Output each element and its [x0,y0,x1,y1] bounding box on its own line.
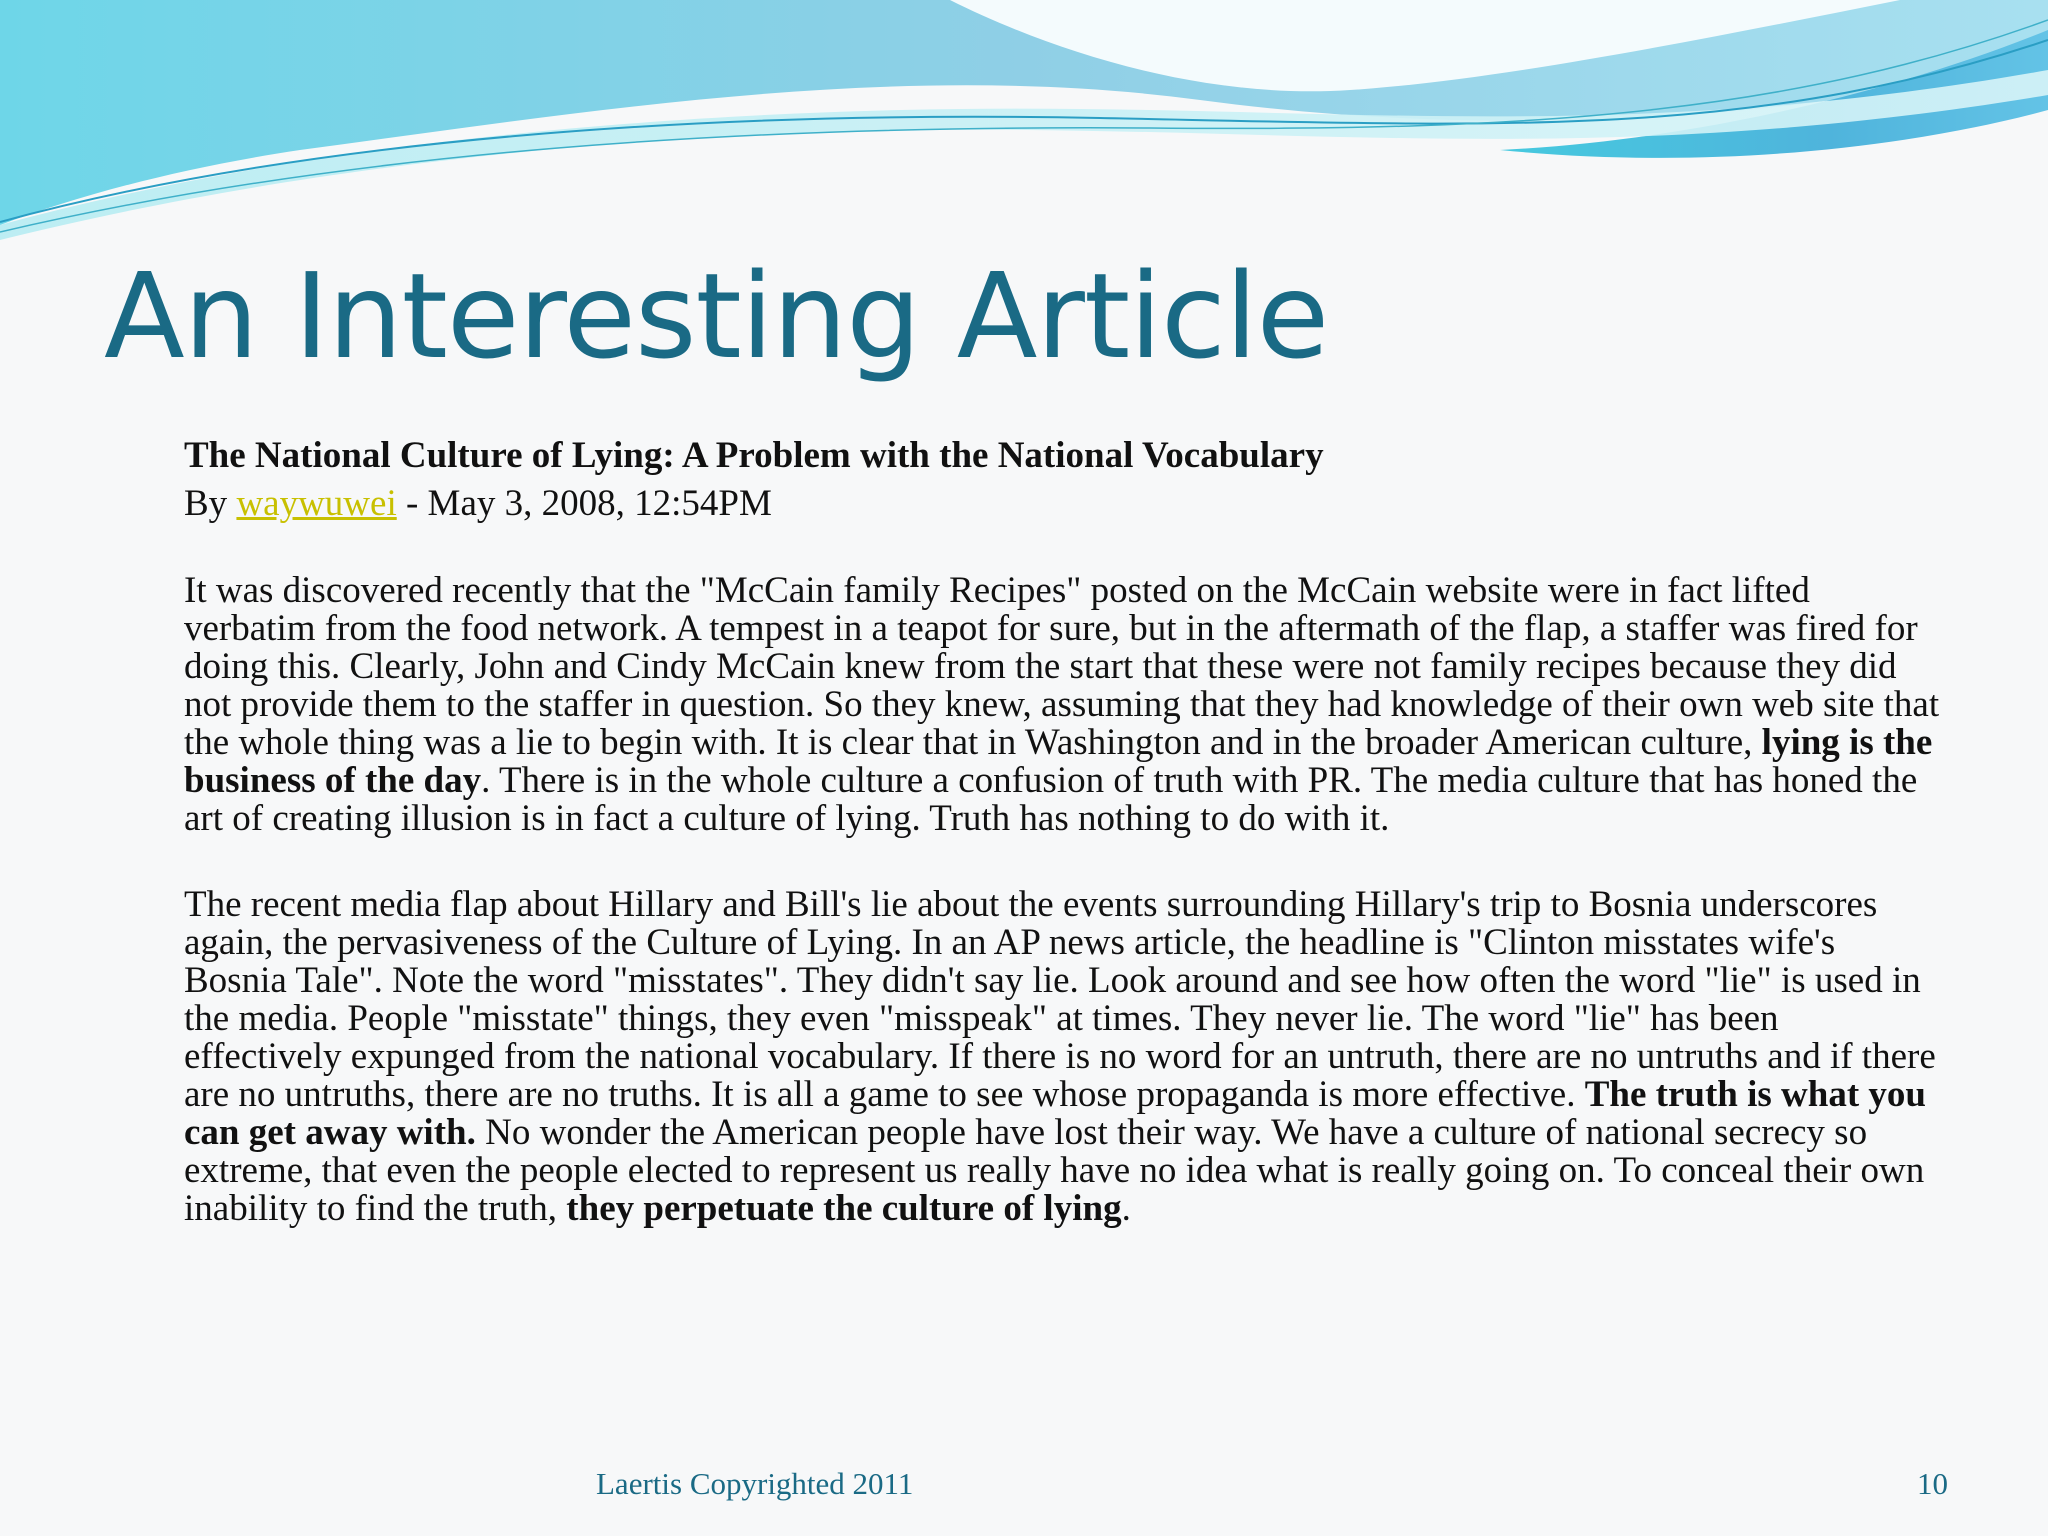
paragraph-2-text-a: The recent media flap about Hillary and Bill's lie about the events surrounding Hillary's trip to Bosnia underscores again, the pervasiveness of the Culture of Lying. In an AP news article, the headline is "Clinton misstates wife's Bosnia Tale". Note the word "misstates". They didn't say lie. Look around and see how often the word "lie" is used in the media. People "misstate" things, they even "misspeak" at times. They never lie. The word "lie" has been effectively expunged from the national vocabulary. If there is no word for an untruth, there are no untruths and if there are no untruths, there are no truths. It is all a game to see whose propaganda is more effective. [184,884,1936,1115]
article-byline [184,480,1944,528]
article-paragraph-1 [184,572,1944,838]
article-body [184,432,1944,1276]
article-headline: The National Culture of Lying: A Problem with the National Vocabulary [184,435,1324,476]
slide-title: An Interesting Article [104,247,1329,385]
decorative-wave-header [0,0,2048,260]
paragraph-2-text-c: No wonder the American people have lost their way. We have a culture of national secrecy so extreme, that even the people elected to represent us really have no idea what is really going on. To conceal their own inability to find the truth, [184,1112,1925,1229]
article-date: - May 3, 2008, 12:54PM [396,483,772,524]
paragraph-2-emphasis-2: they perpetuate the culture of lying [566,1188,1122,1229]
paragraph-2-emphasis-1: The truth is what you can get away with. [184,1074,1927,1153]
paragraph-1-emphasis: lying is the business of the day [184,722,1933,801]
byline-label: By [184,483,228,524]
slide-footer: Laertis Copyrighted 2011 [596,1466,914,1501]
paragraph-2-text-e: . [1121,1188,1131,1229]
paragraph-1-text-a: It was discovered recently that the "McCain family Recipes" posted on the McCain website were in fact lifted verbatim from the food network. A tempest in a teapot for sure, but in the aftermath of the flap, a staffer was fired for doing this. Clearly, John and Cindy McCain knew from the start that these were not family recipes because they did not provide them to the staffer in question. So they knew, assuming that they had knowledge of their own web site that the whole thing was a lie to begin with. It is clear that in Washington and in the broader American culture, [184,570,1940,763]
slide-page-number: 10 [1917,1466,1948,1501]
article-paragraph-2 [184,886,1944,1228]
paragraph-1-text-c: . There is in the whole culture a confusion of truth with PR. The media culture that has honed the art of creating illusion is in fact a culture of lying. Truth has nothing to do with it. [184,760,1918,839]
author-link[interactable]: waywuwei [236,483,397,524]
